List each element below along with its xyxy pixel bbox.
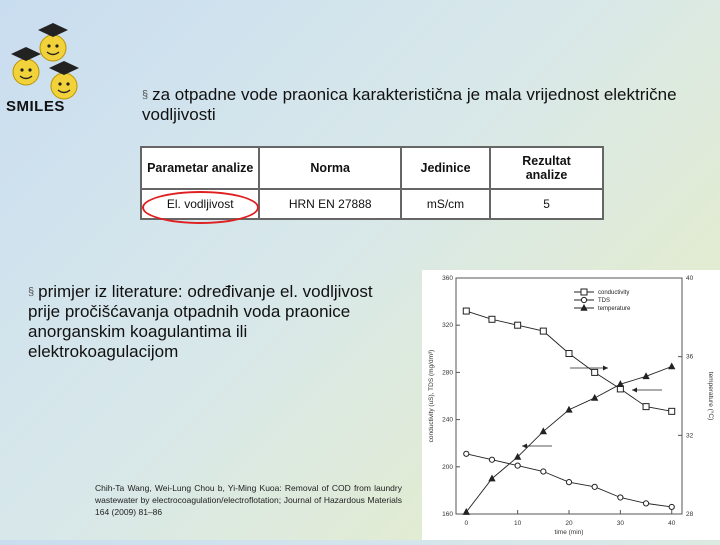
data-point-conductivity bbox=[515, 322, 521, 328]
data-point-tds bbox=[515, 463, 520, 468]
y-left-tick-label: 200 bbox=[442, 463, 453, 471]
y-right-axis-label: temperature (°C) bbox=[707, 371, 714, 421]
bullet-marker-icon: § bbox=[142, 89, 149, 101]
data-point-conductivity bbox=[669, 408, 675, 414]
data-point-conductivity bbox=[592, 369, 598, 375]
legend-marker-tds bbox=[581, 297, 586, 302]
data-point-conductivity bbox=[540, 328, 546, 334]
x-tick-label: 0 bbox=[464, 520, 469, 527]
legend-marker-conductivity bbox=[581, 289, 587, 295]
data-point-tds bbox=[541, 469, 546, 474]
data-point-tds bbox=[592, 484, 597, 489]
data-point-conductivity bbox=[566, 351, 572, 357]
legend-label: conductivity bbox=[598, 290, 630, 296]
y-right-tick-label: 32 bbox=[686, 432, 694, 440]
data-point-tds bbox=[669, 504, 674, 509]
y-right-tick-label: 40 bbox=[686, 275, 694, 282]
x-tick-label: 30 bbox=[616, 520, 624, 527]
header-norm: Norma bbox=[259, 147, 400, 189]
x-axis-label: time (min) bbox=[554, 529, 584, 536]
y-left-tick-label: 160 bbox=[442, 511, 453, 518]
chart-panel bbox=[422, 270, 720, 540]
bullet-text: primjer iz literature: određivanje el. vodljivost prije pročišćavanja otpadnih voda praonice anorganskim koagulantima ili elektrokoagulacijom bbox=[28, 282, 373, 361]
logo-text: SMILES bbox=[6, 98, 65, 115]
legend-label: TDS bbox=[598, 298, 610, 304]
y-left-tick-label: 360 bbox=[442, 275, 453, 282]
cell-parameter: El. vodljivost bbox=[141, 189, 259, 219]
x-tick-label: 20 bbox=[565, 520, 573, 527]
line-chart bbox=[422, 270, 720, 540]
data-point-tds bbox=[618, 495, 623, 500]
legend-label: temperature bbox=[598, 306, 631, 312]
bullet-text: za otpadne vode praonica karakteristična je mala vrijednost električne vodljivosti bbox=[142, 85, 677, 124]
y-right-tick-label: 28 bbox=[686, 511, 694, 518]
y-left-tick-label: 280 bbox=[442, 369, 453, 377]
highlight-ellipse bbox=[142, 191, 259, 224]
y-left-axis-label: conductivity (uS), TDS (mg/dm³) bbox=[428, 349, 435, 443]
data-point-tds bbox=[464, 451, 469, 456]
bullet-literature-example bbox=[28, 282, 378, 362]
data-point-conductivity bbox=[643, 404, 649, 410]
cell-norm: HRN EN 27888 bbox=[259, 189, 400, 219]
bullet-electric-conductivity bbox=[142, 85, 702, 125]
y-left-tick-label: 240 bbox=[442, 416, 453, 424]
x-tick-label: 40 bbox=[668, 520, 676, 527]
data-point-tds bbox=[566, 480, 571, 485]
x-tick-label: 10 bbox=[514, 520, 522, 527]
data-point-conductivity bbox=[463, 308, 469, 314]
table-header-row bbox=[141, 147, 603, 189]
header-result: Rezultat analize bbox=[490, 147, 603, 189]
y-right-tick-label: 36 bbox=[686, 353, 694, 361]
data-point-tds bbox=[489, 457, 494, 462]
bullet-marker-icon: § bbox=[28, 286, 35, 298]
cell-result: 5 bbox=[490, 189, 603, 219]
data-point-tds bbox=[643, 501, 648, 506]
data-point-conductivity bbox=[489, 316, 495, 322]
header-parameter: Parametar analize bbox=[141, 147, 259, 189]
cell-units: mS/cm bbox=[401, 189, 490, 219]
header-units: Jedinice bbox=[401, 147, 490, 189]
y-left-tick-label: 320 bbox=[442, 322, 453, 330]
citation: Chih-Ta Wang, Wei-Lung Chou b, Yi-Ming Kuoa: Removal of COD from laundry wastewater by electrocoagulation/electroflotation; Journal of Hazardous Materials 164 (2009) 81–86 bbox=[95, 483, 402, 517]
graduate-smiley-icon bbox=[4, 10, 84, 110]
